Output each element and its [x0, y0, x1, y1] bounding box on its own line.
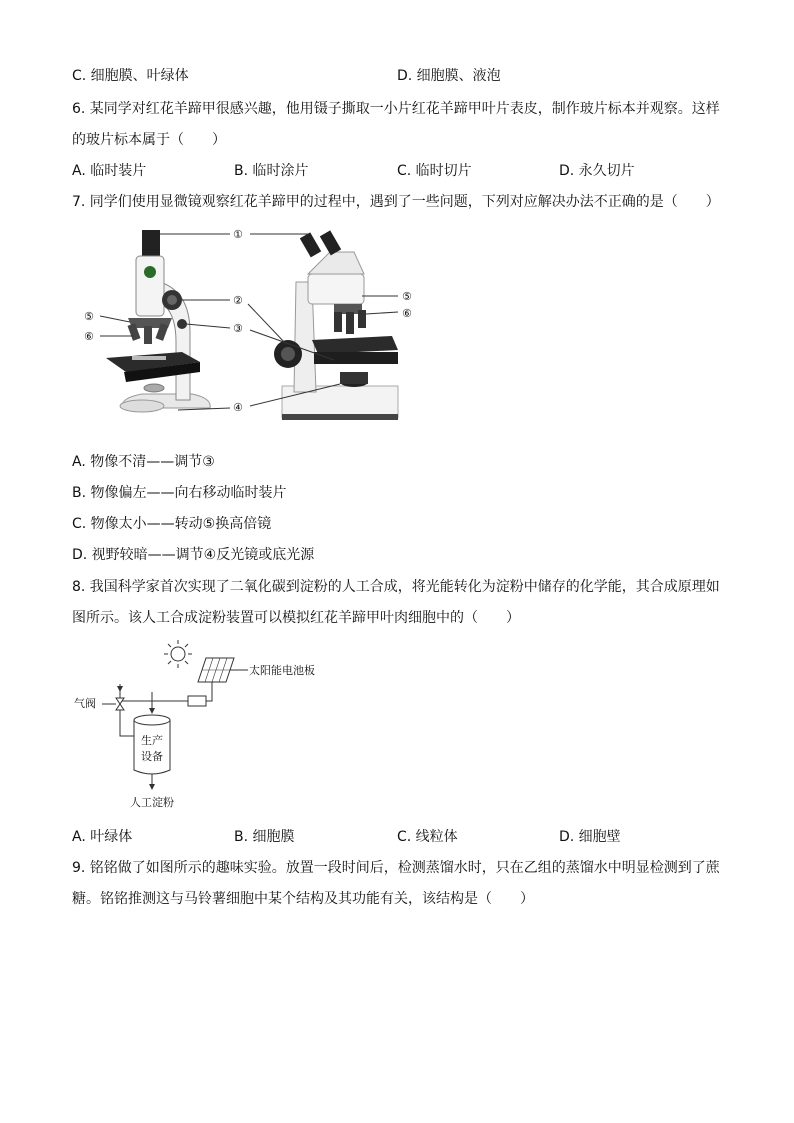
label-4: ④: [233, 401, 243, 414]
label-2: ②: [233, 294, 243, 307]
q7-option-c: C. 物像太小——转动⑤换高倍镜: [72, 516, 272, 532]
q8-stem-line2: 图所示。该人工合成淀粉装置可以模拟红花羊蹄甲叶肉细胞中的（ ）: [72, 610, 520, 626]
right-microscope: [274, 230, 398, 420]
q9-stem-line1: 9. 铭铭做了如图所示的趣味实验。放置一段时间后，检测蒸馏水时，只在乙组的蒸馏水中明显检测到了蔗: [72, 860, 720, 876]
q7-option-b: B. 物像偏左——向右移动临时装片: [72, 485, 287, 501]
q8-option-d: D. 细胞壁: [559, 829, 621, 845]
microscope-figure: [72, 222, 432, 440]
q8-option-b: B. 细胞膜: [234, 829, 295, 845]
solar-panel-label: 太阳能电池板: [249, 664, 315, 677]
q9-stem-line2: 糖。铭铭推测这与马铃薯细胞中某个结构及其功能有关，该结构是（ ）: [72, 891, 534, 907]
q8-option-c: C. 线粒体: [397, 829, 458, 845]
sun-icon: [164, 640, 192, 668]
starch-synthesis-diagram: [72, 640, 342, 815]
valve-icon: [116, 698, 124, 710]
label-1: ①: [233, 228, 243, 241]
output-label: 人工淀粉: [130, 796, 174, 809]
q6-option-d: D. 永久切片: [559, 163, 635, 179]
battery-box: [188, 696, 206, 706]
device-label-line2: 设备: [141, 750, 163, 763]
q6-stem-line1: 6. 某同学对红花羊蹄甲很感兴趣，他用镊子撕取一小片红花羊蹄甲叶片表皮，制作玻片标本并观察。这样: [72, 101, 720, 117]
q5-option-d: D. 细胞膜、液泡: [397, 68, 501, 84]
q7-option-d: D. 视野较暗——调节④反光镜或底光源: [72, 547, 315, 563]
q6-option-a: A. 临时装片: [72, 163, 147, 179]
left-microscope: [106, 230, 210, 412]
label-5-right: ⑤: [402, 290, 412, 303]
q6-stem-line2: 的玻片标本属于（ ）: [72, 132, 226, 148]
q6-option-c: C. 临时切片: [397, 163, 472, 179]
q8-stem-line1: 8. 我国科学家首次实现了二氧化碳到淀粉的人工合成，将光能转化为淀粉中储存的化学能，其合成原理如: [72, 579, 720, 595]
valve-label: 气阀: [74, 697, 96, 710]
q7-option-a: A. 物像不清——调节③: [72, 454, 215, 470]
q7-stem: 7. 同学们使用显微镜观察红花羊蹄甲的过程中，遇到了一些问题，下列对应解决办法不正确的是（ ）: [72, 194, 720, 210]
label-3: ③: [233, 322, 243, 335]
q5-option-c: C. 细胞膜、叶绿体: [72, 68, 189, 84]
device-label-line1: 生产: [141, 734, 163, 747]
q6-option-b: B. 临时涂片: [234, 163, 309, 179]
label-6-left: ⑥: [84, 330, 94, 343]
solar-panel-icon: [198, 658, 234, 690]
label-5-left: ⑤: [84, 310, 94, 323]
q8-option-a: A. 叶绿体: [72, 829, 133, 845]
label-6-right: ⑥: [402, 307, 412, 320]
